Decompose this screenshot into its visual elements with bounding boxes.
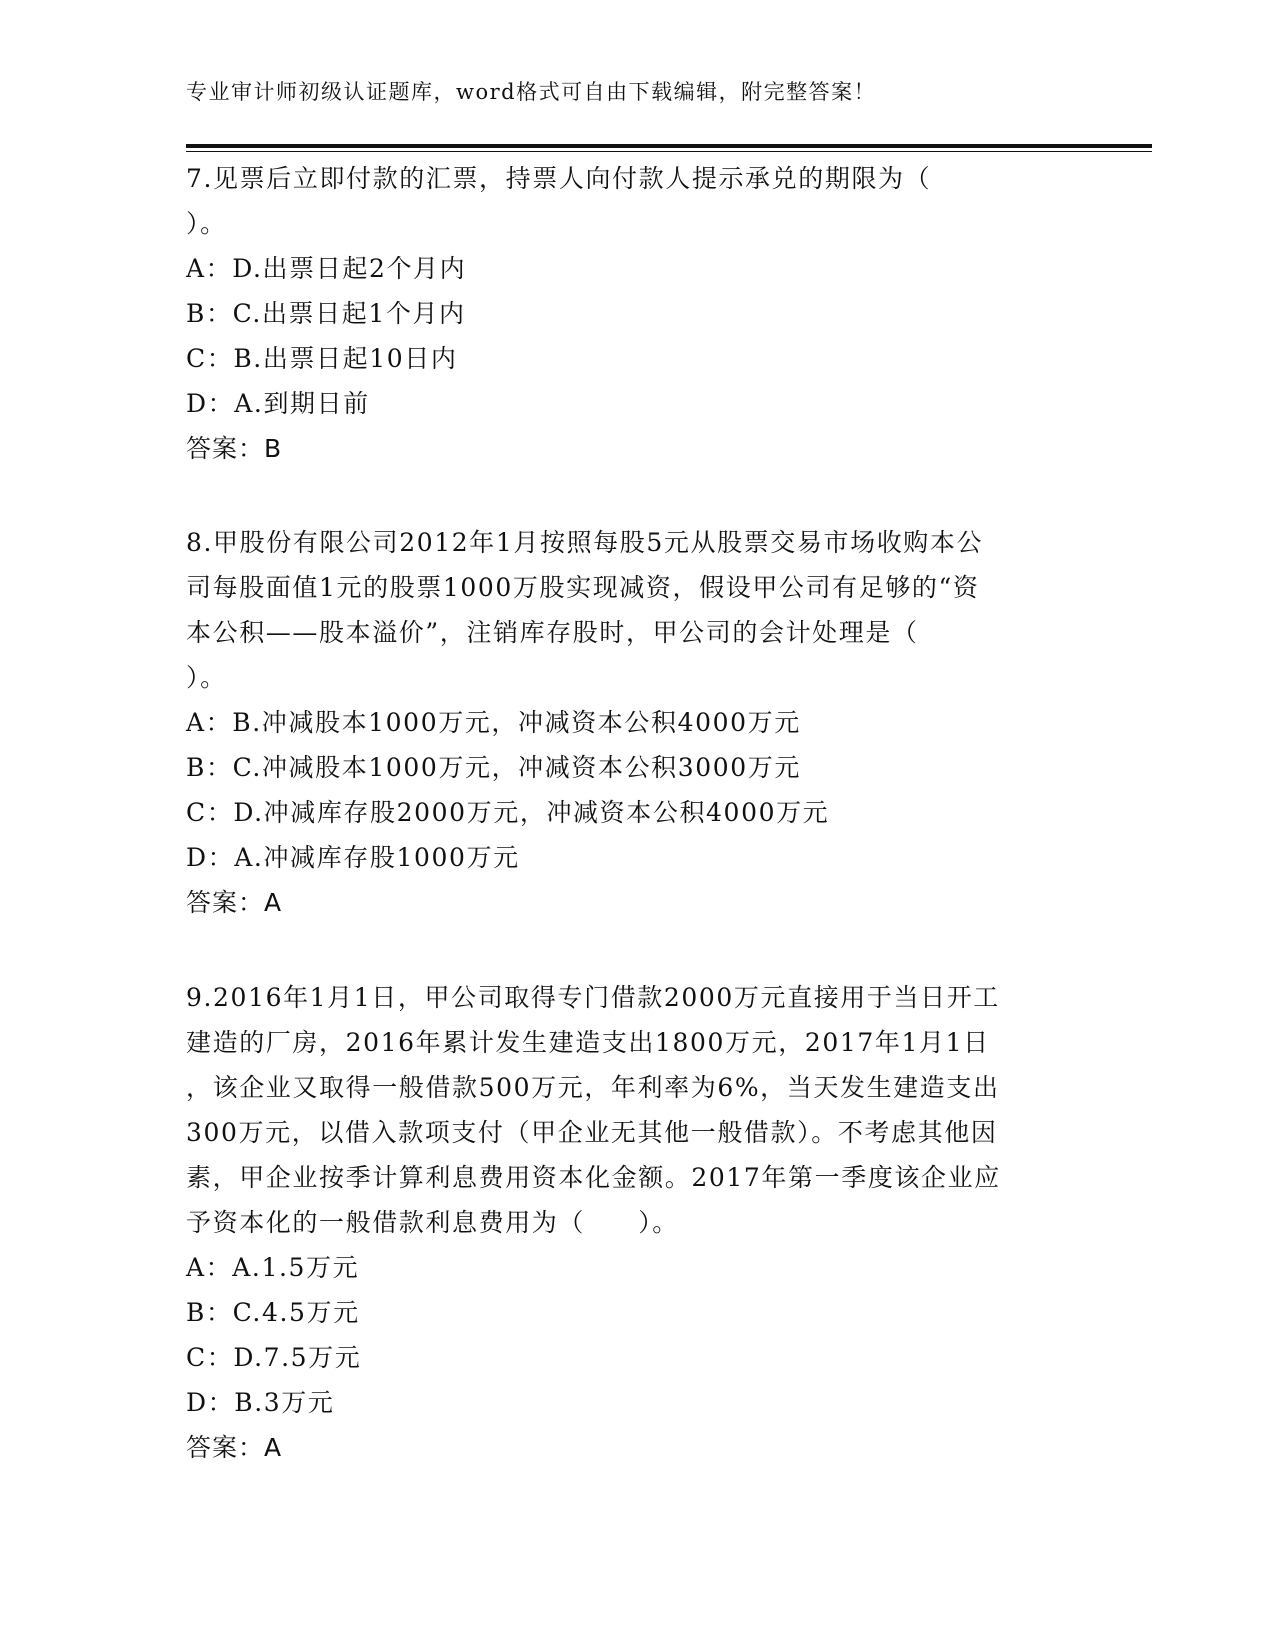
option-a: A：B.冲减股本1000万元，冲减资本公积4000万元 [186, 708, 801, 737]
option-d: D：A.冲减库存股1000万元 [186, 843, 520, 872]
question-stem-line: 9.2016年1月1日，甲公司取得专门借款2000万元直接用于当日开工 [186, 983, 1000, 1012]
question-stem-line: 本公积——股本溢价”，注销库存股时，甲公司的会计处理是（ [186, 618, 919, 647]
option-a: A：A.1.5万元 [186, 1253, 360, 1282]
question-8 [186, 520, 1086, 925]
option-b: B：C.冲减股本1000万元，冲减资本公积3000万元 [186, 753, 802, 782]
option-a: A：D.出票日起2个月内 [186, 254, 467, 283]
answer-label: 答案：B [186, 434, 283, 463]
question-stem-line: 素，甲企业按季计算利息费用资本化金额。2017年第一季度该企业应 [186, 1163, 1001, 1192]
question-stem-line: 司每股面值1元的股票1000万股实现减资，假设甲公司有足够的“资 [186, 573, 980, 602]
question-stem-line: 300万元，以借入款项支付（甲企业无其他一般借款）。不考虑其他因 [186, 1118, 998, 1147]
option-c: C：D.7.5万元 [186, 1343, 362, 1372]
question-stem-line: ）。 [186, 663, 227, 692]
question-stem-line: ，该企业又取得一般借款500万元，年利率为6%，当天发生建造支出 [186, 1073, 1000, 1102]
header-divider-thin [186, 151, 1152, 152]
option-c: C：B.出票日起10日内 [186, 344, 458, 373]
option-d: D：A.到期日前 [186, 389, 370, 418]
page-header: 专业审计师初级认证题库，word格式可自由下载编辑，附完整答案！ [186, 80, 877, 104]
question-stem-line: ）。 [186, 209, 227, 238]
question-stem-line: 8.甲股份有限公司2012年1月按照每股5元从股票交易市场收购本公 [186, 528, 984, 557]
question-stem-line: 7.见票后立即付款的汇票，持票人向付款人提示承兑的期限为（ [186, 164, 932, 193]
question-7 [186, 156, 1086, 471]
option-b: B：C.出票日起1个月内 [186, 299, 466, 328]
header-divider-thick [186, 144, 1152, 148]
question-stem-line: 建造的厂房，2016年累计发生建造支出1800万元，2017年1月1日 [186, 1028, 990, 1057]
option-c: C：D.冲减库存股2000万元，冲减资本公积4000万元 [186, 798, 830, 827]
option-b: B：C.4.5万元 [186, 1298, 360, 1327]
question-stem-line: 予资本化的一般借款利息费用为（ ）。 [186, 1208, 679, 1237]
question-9 [186, 975, 1086, 1470]
answer-label: 答案：A [186, 888, 283, 917]
option-d: D：B.3万元 [186, 1388, 335, 1417]
answer-label: 答案：A [186, 1433, 283, 1462]
